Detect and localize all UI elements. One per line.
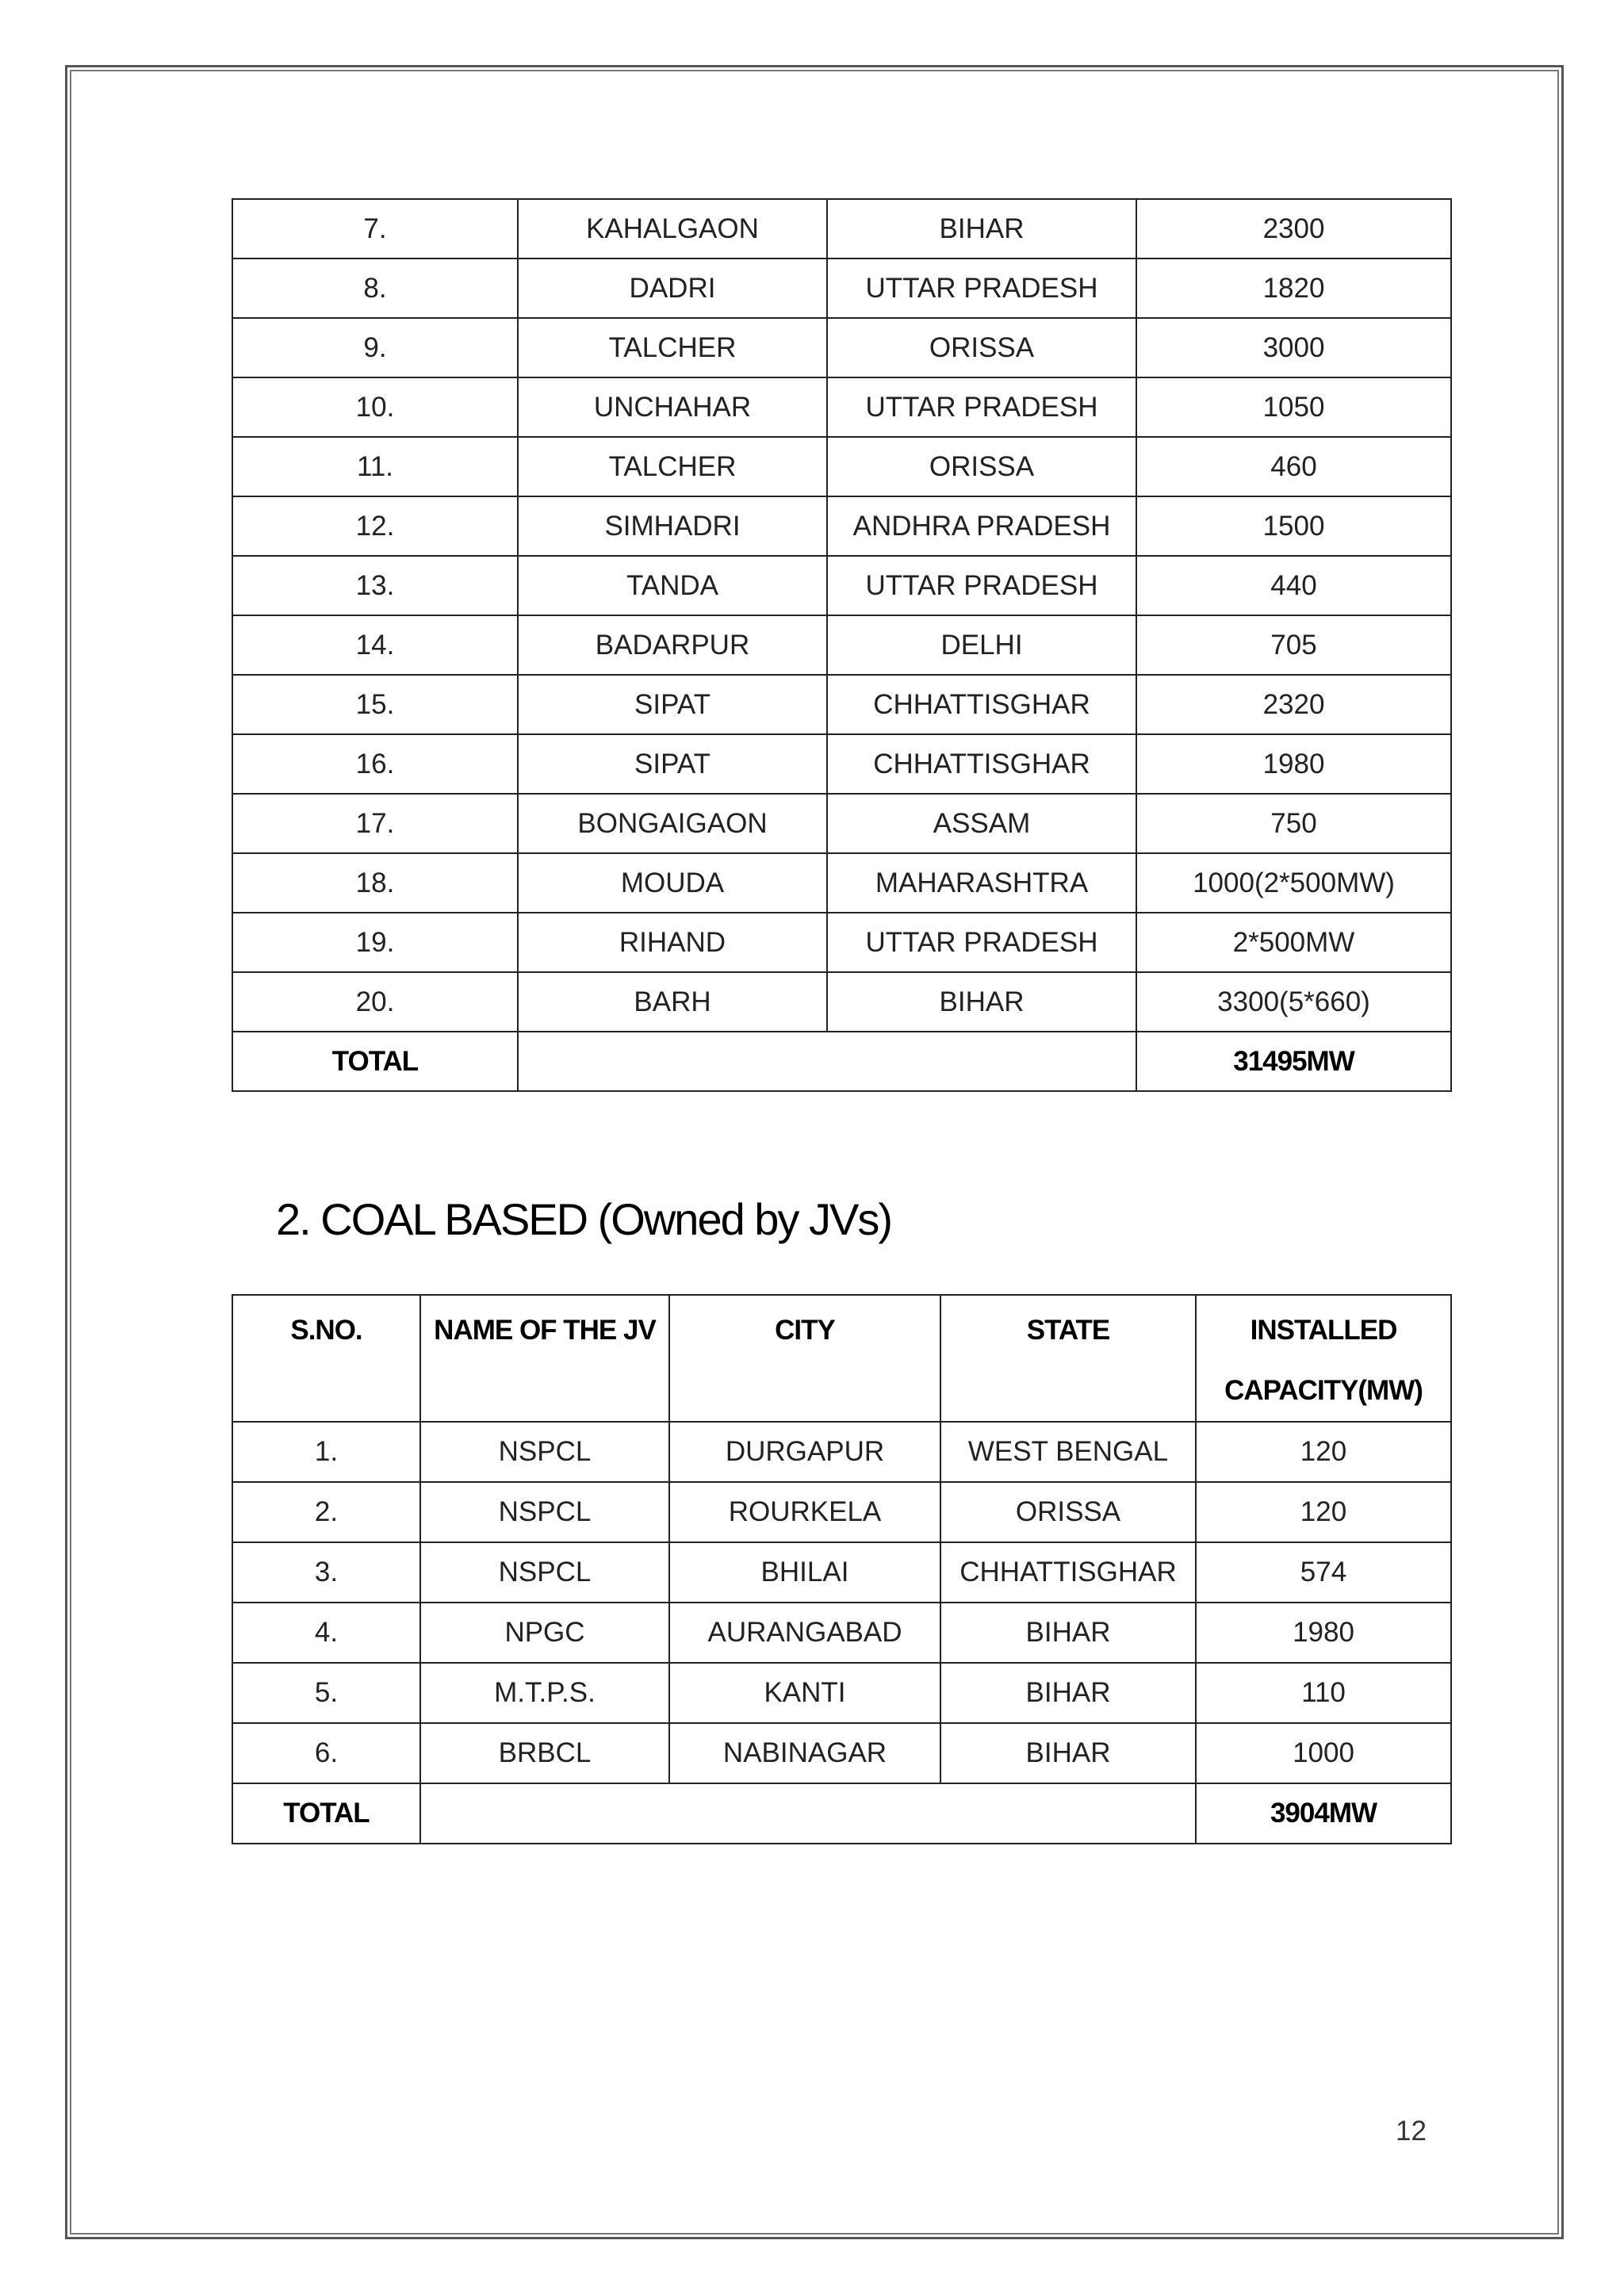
station-name-cell: SIPAT (518, 675, 827, 734)
serial-number-cell: 11. (232, 437, 518, 496)
serial-number-cell: 8. (232, 259, 518, 318)
total-label: TOTAL (232, 1032, 518, 1091)
serial-number-cell: 7. (232, 199, 518, 259)
serial-number-cell: 10. (232, 377, 518, 437)
serial-number-cell: 3. (232, 1542, 420, 1603)
capacity-cell: 440 (1136, 556, 1451, 615)
state-cell: UTTAR PRADESH (827, 377, 1136, 437)
serial-number-cell: 14. (232, 615, 518, 675)
serial-number-cell: 4. (232, 1603, 420, 1663)
station-name-cell: BADARPUR (518, 615, 827, 675)
header-serial-number: S.NO. (232, 1295, 420, 1422)
capacity-cell: 2*500MW (1136, 913, 1451, 972)
header-state: STATE (940, 1295, 1196, 1422)
table-row (232, 496, 1451, 556)
table-row (232, 675, 1451, 734)
serial-number-cell: 12. (232, 496, 518, 556)
capacity-cell: 1050 (1136, 377, 1451, 437)
state-cell: DELHI (827, 615, 1136, 675)
header-installed-capacity: INSTALLED CAPACITY(MW) (1196, 1295, 1451, 1422)
station-name-cell: TALCHER (518, 437, 827, 496)
serial-number-cell: 5. (232, 1663, 420, 1723)
capacity-cell: 1000(2*500MW) (1136, 853, 1451, 913)
capacity-cell: 120 (1196, 1422, 1451, 1482)
table-row (232, 1603, 1451, 1663)
jv-name-cell: BRBCL (420, 1723, 669, 1783)
state-cell: BIHAR (827, 972, 1136, 1032)
state-cell: CHHATTISGHAR (827, 675, 1136, 734)
state-cell: ORISSA (827, 437, 1136, 496)
table-row (232, 615, 1451, 675)
table-row (232, 1422, 1451, 1482)
state-cell: ORISSA (940, 1482, 1196, 1542)
serial-number-cell: 13. (232, 556, 518, 615)
header-city: CITY (669, 1295, 940, 1422)
serial-number-cell: 20. (232, 972, 518, 1032)
station-name-cell: SIPAT (518, 734, 827, 794)
state-cell: BIHAR (940, 1603, 1196, 1663)
state-cell: UTTAR PRADESH (827, 913, 1136, 972)
city-cell: KANTI (669, 1663, 940, 1723)
jv-name-cell: NSPCL (420, 1422, 669, 1482)
table-row (232, 199, 1451, 259)
city-cell: DURGAPUR (669, 1422, 940, 1482)
total-label: TOTAL (232, 1783, 420, 1844)
state-cell: CHHATTISGHAR (827, 734, 1136, 794)
capacity-cell: 1000 (1196, 1723, 1451, 1783)
total-row (232, 1783, 1451, 1844)
table-row (232, 1663, 1451, 1723)
table-row (232, 794, 1451, 853)
table-row (232, 377, 1451, 437)
table-row (232, 259, 1451, 318)
table-row (232, 1723, 1451, 1783)
table-row (232, 853, 1451, 913)
capacity-cell: 1820 (1136, 259, 1451, 318)
station-name-cell: RIHAND (518, 913, 827, 972)
state-cell: WEST BENGAL (940, 1422, 1196, 1482)
state-cell: CHHATTISGHAR (940, 1542, 1196, 1603)
station-name-cell: KAHALGAON (518, 199, 827, 259)
capacity-cell: 750 (1136, 794, 1451, 853)
jv-name-cell: M.T.P.S. (420, 1663, 669, 1723)
state-cell: UTTAR PRADESH (827, 259, 1136, 318)
total-capacity: 3904MW (1196, 1783, 1451, 1844)
table-row (232, 734, 1451, 794)
state-cell: MAHARASHTRA (827, 853, 1136, 913)
section-heading: 2. COAL BASED (Owned by JVs) (276, 1194, 891, 1244)
capacity-cell: 2300 (1136, 199, 1451, 259)
capacity-cell: 120 (1196, 1482, 1451, 1542)
table-row (232, 1482, 1451, 1542)
serial-number-cell: 9. (232, 318, 518, 377)
station-name-cell: TALCHER (518, 318, 827, 377)
capacity-cell: 3300(5*660) (1136, 972, 1451, 1032)
state-cell: UTTAR PRADESH (827, 556, 1136, 615)
serial-number-cell: 19. (232, 913, 518, 972)
capacity-cell: 1980 (1136, 734, 1451, 794)
station-name-cell: MOUDA (518, 853, 827, 913)
table-header-row (232, 1295, 1451, 1422)
serial-number-cell: 2. (232, 1482, 420, 1542)
total-row (232, 1032, 1451, 1091)
state-cell: BIHAR (940, 1723, 1196, 1783)
city-cell: BHILAI (669, 1542, 940, 1603)
capacity-cell: 110 (1196, 1663, 1451, 1723)
state-cell: ASSAM (827, 794, 1136, 853)
table-row (232, 437, 1451, 496)
serial-number-cell: 18. (232, 853, 518, 913)
station-name-cell: BONGAIGAON (518, 794, 827, 853)
capacity-cell: 705 (1136, 615, 1451, 675)
coal-stations-table-continued (232, 198, 1452, 1092)
state-cell: ANDHRA PRADESH (827, 496, 1136, 556)
serial-number-cell: 1. (232, 1422, 420, 1482)
station-name-cell: TANDA (518, 556, 827, 615)
state-cell: ORISSA (827, 318, 1136, 377)
capacity-cell: 3000 (1136, 318, 1451, 377)
station-name-cell: DADRI (518, 259, 827, 318)
serial-number-cell: 16. (232, 734, 518, 794)
city-cell: AURANGABAD (669, 1603, 940, 1663)
station-name-cell: BARH (518, 972, 827, 1032)
station-name-cell: UNCHAHAR (518, 377, 827, 437)
empty-merged-cell (518, 1032, 1136, 1091)
table-row (232, 913, 1451, 972)
total-capacity: 31495MW (1136, 1032, 1451, 1091)
state-cell: BIHAR (827, 199, 1136, 259)
city-cell: ROURKELA (669, 1482, 940, 1542)
station-name-cell: SIMHADRI (518, 496, 827, 556)
city-cell: NABINAGAR (669, 1723, 940, 1783)
jv-coal-stations-table (232, 1294, 1452, 1844)
serial-number-cell: 17. (232, 794, 518, 853)
header-jv-name: NAME OF THE JV (420, 1295, 669, 1422)
serial-number-cell: 15. (232, 675, 518, 734)
state-cell: BIHAR (940, 1663, 1196, 1723)
table-row (232, 1542, 1451, 1603)
jv-name-cell: NPGC (420, 1603, 669, 1663)
capacity-cell: 460 (1136, 437, 1451, 496)
table-row (232, 972, 1451, 1032)
page-number: 12 (1396, 2116, 1427, 2147)
jv-name-cell: NSPCL (420, 1542, 669, 1603)
capacity-cell: 1980 (1196, 1603, 1451, 1663)
jv-name-cell: NSPCL (420, 1482, 669, 1542)
empty-merged-cell (420, 1783, 1196, 1844)
capacity-cell: 1500 (1136, 496, 1451, 556)
table-row (232, 318, 1451, 377)
capacity-cell: 2320 (1136, 675, 1451, 734)
serial-number-cell: 6. (232, 1723, 420, 1783)
table-row (232, 556, 1451, 615)
capacity-cell: 574 (1196, 1542, 1451, 1603)
